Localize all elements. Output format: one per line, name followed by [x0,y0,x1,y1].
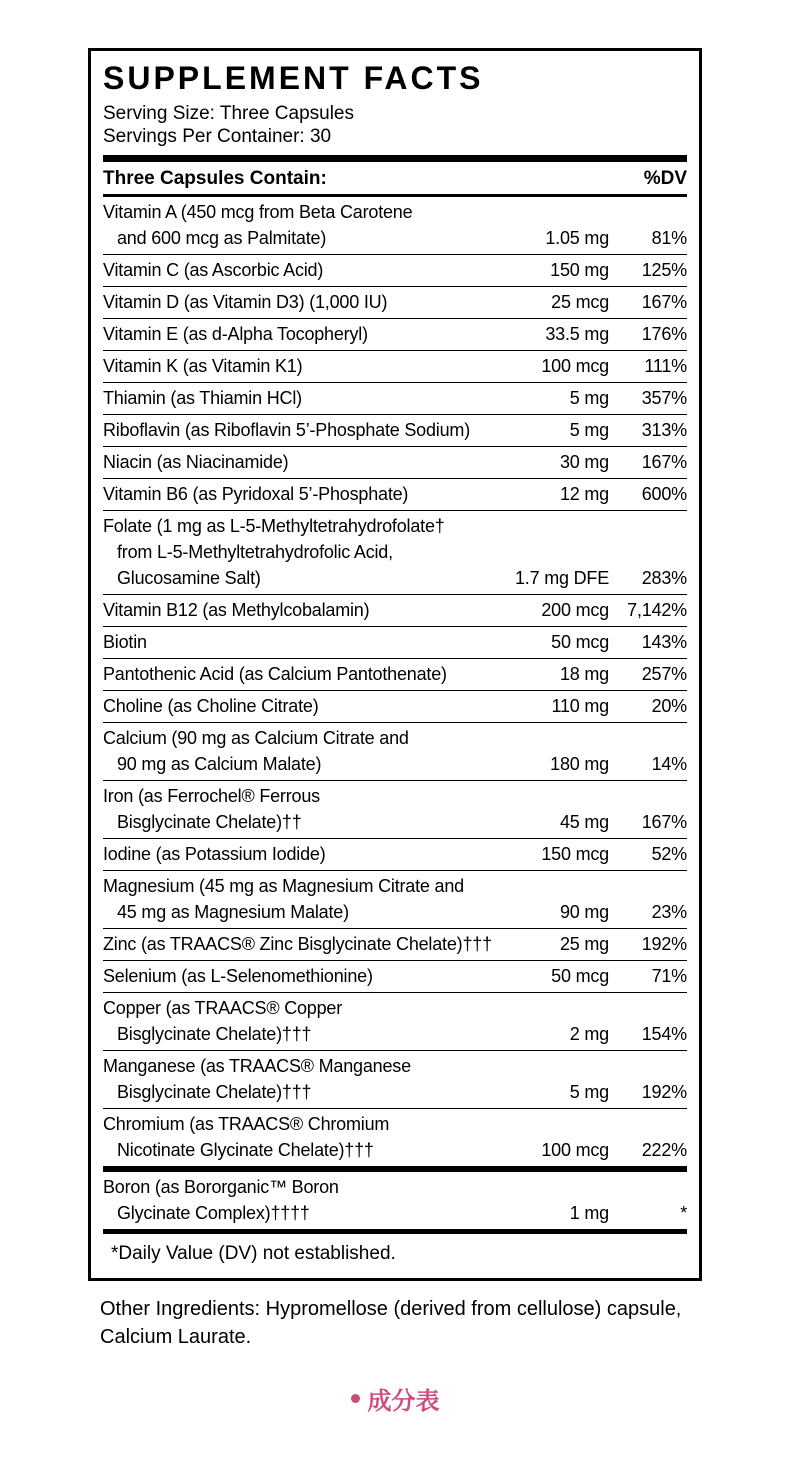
table-row [103,287,687,319]
nutrient-name: Glycinate Complex)†††† [117,1202,310,1223]
nutrient-dv: 600% [641,483,687,504]
nutrient-row-main [103,1079,687,1105]
nutrient-dv: 257% [641,663,687,684]
supplement-facts-panel [88,48,702,1281]
table-row [103,383,687,415]
nutrient-name-line: Manganese (as TRAACS® Manganese [103,1055,411,1076]
nutrient-name: Thiamin (as Thiamin HCl) [103,387,302,408]
nutrient-name-line: from L-5-Methyltetrahydrofolic Acid, [117,541,393,562]
nutrient-row-main [103,1200,687,1226]
nutrient-amount: 150 mcg [541,843,609,864]
nutrient-amount: 12 mg [559,483,609,504]
nutrient-amount: 1.7 mg DFE [514,567,609,588]
other-ingredients-line: Calcium Laurate. [100,1325,252,1348]
other-ingredients [100,1295,700,1351]
thick-divider [103,155,687,162]
table-row [103,781,687,839]
nutrient-name: Selenium (as L-Selenomethionine) [103,965,373,986]
nutrient-row-main [103,809,687,835]
dv-footnote: *Daily Value (DV) not established. [111,1242,396,1264]
nutrient-row-main [103,417,687,443]
nutrient-name-line: Folate (1 mg as L-5-Methyltetrahydrofolate† [103,515,445,536]
nutrient-dv: 52% [651,843,687,864]
table-row [103,961,687,993]
nutrient-dv: 283% [641,567,687,588]
nutrient-dv: 81% [651,227,687,248]
column-header: Three Capsules Contain: [103,167,327,189]
table-row [103,197,687,255]
nutrient-name: Glucosamine Salt) [117,567,261,588]
nutrient-name: 90 mg as Calcium Malate) [117,753,322,774]
other-ingredients-line: Other Ingredients: Hypromellose (derived from cellulose) capsule, [100,1297,682,1320]
table-row [103,929,687,961]
nutrient-row-main [103,353,687,379]
nutrient-name: Iodine (as Potassium Iodide) [103,843,326,864]
nutrient-name: Bisglycinate Chelate)††† [117,1023,312,1044]
nutrient-dv: 176% [641,323,687,344]
nutrient-name: Vitamin C (as Ascorbic Acid) [103,259,324,280]
nutrient-dv: 7,142% [627,599,687,620]
nutrient-row-main [103,899,687,925]
table-row [103,595,687,627]
nutrient-row-main [103,751,687,777]
table-row [103,511,687,595]
nutrient-row-main [103,963,687,989]
nutrient-amount: 25 mg [559,933,609,954]
nutrient-name: Choline (as Choline Citrate) [103,695,319,716]
nutrient-name: Bisglycinate Chelate)†† [117,811,302,832]
servings-per-container: Servings Per Container: 30 [103,126,332,148]
nutrient-row-main [103,289,687,315]
table-row [103,993,687,1051]
page [0,48,790,1468]
nutrient-name: Vitamin B6 (as Pyridoxal 5’-Phosphate) [103,483,409,504]
nutrient-name-line: Boron (as Bororganic™ Boron [103,1176,339,1197]
nutrient-amount: 5 mg [569,1081,609,1102]
table-row [103,319,687,351]
nutrient-row-main [103,597,687,623]
nutrient-row-main [103,931,687,957]
nutrient-row-main [103,1137,687,1163]
nutrient-dv: * [680,1202,687,1223]
nutrient-amount: 50 mcg [551,965,609,986]
nutrient-dv: 167% [641,291,687,312]
facts-rows [103,197,687,1172]
table-row [103,479,687,511]
table-row [103,415,687,447]
nutrient-name: Riboflavin (as Riboflavin 5’-Phosphate Sodium) [103,419,470,440]
nutrient-row-main [103,1021,687,1047]
nutrient-amount: 200 mcg [541,599,609,620]
bullet-dot-icon [351,1394,360,1403]
serving-size: Serving Size: Three Capsules [103,103,354,125]
nutrient-amount: 25 mcg [551,291,609,312]
nutrient-name: Vitamin D (as Vitamin D3) (1,000 IU) [103,291,388,312]
nutrient-amount: 50 mcg [551,631,609,652]
nutrient-amount: 110 mg [551,695,609,716]
nutrient-dv: 20% [651,695,687,716]
nutrient-name: Pantothenic Acid (as Calcium Pantothenate) [103,663,447,684]
table-row [103,1109,687,1166]
nutrient-name: Bisglycinate Chelate)††† [117,1081,312,1102]
nutrient-dv: 357% [641,387,687,408]
table-row [103,1051,687,1109]
nutrient-amount: 150 mg [550,259,609,280]
table-header [103,162,687,197]
nutrient-row-main [103,321,687,347]
nutrient-amount: 1.05 mg [545,227,609,248]
nutrient-amount: 1 mg [569,1202,609,1223]
nutrient-name: Vitamin B12 (as Methylcobalamin) [103,599,370,620]
nutrient-amount: 33.5 mg [545,323,609,344]
nutrient-row-main [103,225,687,251]
nutrient-amount: 100 mcg [541,355,609,376]
nutrient-row-main [103,661,687,687]
nutrient-name-line: Copper (as TRAACS® Copper [103,997,343,1018]
nutrient-row-main [103,841,687,867]
caption [0,1381,790,1416]
nutrient-dv: 143% [641,631,687,652]
nutrient-row-main [103,449,687,475]
nutrient-amount: 5 mg [569,419,609,440]
nutrient-name-line: Calcium (90 mg as Calcium Citrate and [103,727,409,748]
nutrient-amount: 30 mg [559,451,609,472]
table-row [103,1172,687,1229]
nutrient-dv: 125% [641,259,687,280]
nutrient-name: and 600 mcg as Palmitate) [117,227,327,248]
nutrient-name-line: Magnesium (45 mg as Magnesium Citrate and [103,875,464,896]
table-row [103,871,687,929]
nutrient-amount: 45 mg [559,811,609,832]
nutrient-amount: 18 mg [559,663,609,684]
table-row [103,255,687,287]
nutrient-amount: 90 mg [559,901,609,922]
caption-text: 成分表 [367,1387,440,1415]
nutrient-amount: 5 mg [569,387,609,408]
nutrient-row-main [103,693,687,719]
nutrient-dv: 23% [651,901,687,922]
nutrient-dv: 111% [644,355,687,376]
nutrient-dv: 222% [641,1139,687,1160]
table-row [103,351,687,383]
table-row [103,691,687,723]
nutrient-name: Biotin [103,631,147,652]
panel-title: SUPPLEMENT FACTS [103,60,484,96]
nutrient-name: Nicotinate Glycinate Chelate)††† [117,1139,374,1160]
nutrient-amount: 180 mg [550,753,609,774]
nutrient-row-main [103,385,687,411]
nutrient-row-main [103,565,687,591]
nutrient-name: Zinc (as TRAACS® Zinc Bisglycinate Chelate)††† [103,933,492,954]
table-row [103,627,687,659]
nutrient-dv: 192% [641,933,687,954]
table-row [103,723,687,781]
nutrient-amount: 2 mg [569,1023,609,1044]
nutrient-dv: 192% [641,1081,687,1102]
table-row [103,659,687,691]
nutrient-row-main [103,257,687,283]
nutrient-dv: 167% [641,451,687,472]
nutrient-row-main [103,481,687,507]
dv-column-header: %DV [643,167,687,189]
table-row [103,447,687,479]
nutrient-dv: 313% [641,419,687,440]
nutrient-row-main [103,629,687,655]
nutrient-name-line: Iron (as Ferrochel® Ferrous [103,785,320,806]
facts-rows-no-dv [103,1172,687,1234]
nutrient-dv: 71% [651,965,687,986]
nutrient-name: Vitamin E (as d-Alpha Tocopheryl) [103,323,368,344]
nutrient-name-line: Chromium (as TRAACS® Chromium [103,1113,390,1134]
nutrient-name: Niacin (as Niacinamide) [103,451,289,472]
nutrient-amount: 100 mcg [541,1139,609,1160]
table-row [103,839,687,871]
nutrient-name: Vitamin K (as Vitamin K1) [103,355,303,376]
nutrient-name-line: Vitamin A (450 mcg from Beta Carotene [103,201,413,222]
nutrient-name: 45 mg as Magnesium Malate) [117,901,349,922]
nutrient-dv: 154% [641,1023,687,1044]
nutrient-dv: 14% [651,753,687,774]
nutrient-dv: 167% [641,811,687,832]
